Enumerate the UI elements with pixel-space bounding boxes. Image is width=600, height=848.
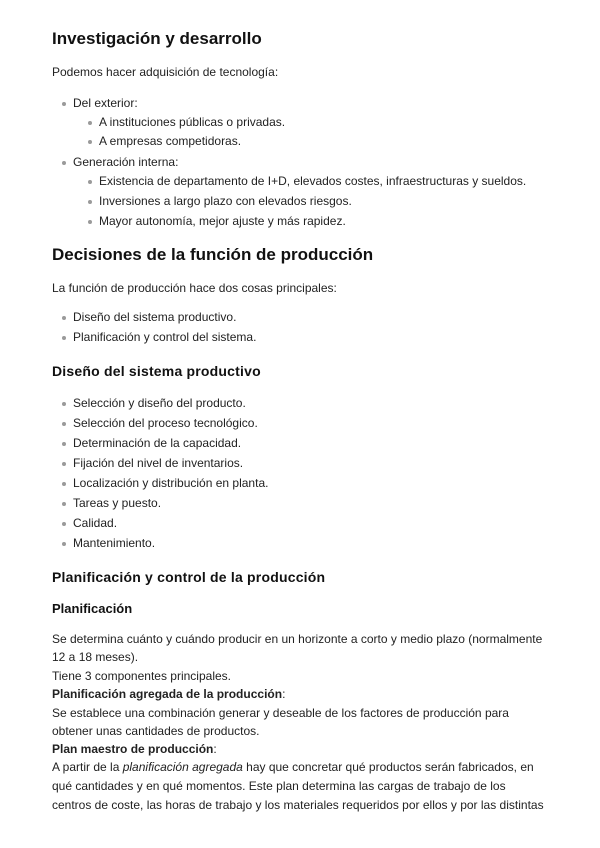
list-item-label: Existencia de departamento de I+D, elevados costes, infraestructuras y sueldos.: [99, 174, 527, 188]
bullet-icon: [88, 121, 92, 125]
list-item: [73, 330, 256, 345]
list-item-label: Mayor autonomía, mejor ajuste y más rapidez.: [99, 214, 346, 228]
paragraph-line: centros de coste, las horas de trabajo y los materiales requeridos por ellos y por las distintas: [52, 798, 544, 812]
list-item: [99, 194, 352, 209]
list-item-label: A empresas competidoras.: [99, 134, 242, 148]
heading-planificacion: Planificación: [52, 601, 133, 616]
list-item: [73, 396, 246, 411]
list-item-label: Diseño del sistema productivo.: [73, 310, 237, 324]
text-fragment: hay que concretar qué productos serán fabricados, en: [242, 760, 534, 774]
term-label: Planificación agregada de la producción: [52, 687, 283, 701]
bullet-icon: [62, 442, 66, 446]
paragraph-line: Tiene 3 componentes principales.: [52, 669, 231, 683]
list-item: [73, 96, 138, 111]
term-colon: :: [282, 687, 286, 701]
list-item: [73, 310, 236, 325]
term-colon: :: [213, 742, 217, 756]
list-item: [99, 174, 526, 189]
bullet-icon: [62, 542, 66, 546]
list-item: [73, 516, 117, 531]
list-item: [73, 496, 161, 511]
list-item-label: Determinación de la capacidad.: [73, 436, 242, 450]
list-item-label: Generación interna:: [73, 155, 179, 169]
paragraph-line: qué cantidades y en qué momentos. Este plan determina las cargas de trabajo de los: [52, 779, 506, 793]
bullet-icon: [62, 336, 66, 340]
emphasis-text: planificación agregada: [122, 760, 243, 774]
list-item-label: Planificación y control del sistema.: [73, 330, 257, 344]
paragraph-intro-decisiones: La función de producción hace dos cosas principales:: [52, 281, 337, 295]
list-item-label: Selección del proceso tecnológico.: [73, 416, 258, 430]
paragraph-line: 12 a 18 meses).: [52, 650, 139, 664]
bullet-icon: [62, 316, 66, 320]
bullet-icon: [62, 102, 66, 106]
list-item-label: Calidad.: [73, 516, 118, 530]
paragraph-line: obtener unas cantidades de productos.: [52, 724, 260, 738]
list-item: [73, 476, 268, 491]
list-item-label: Selección y diseño del producto.: [73, 396, 246, 410]
bullet-icon: [88, 180, 92, 184]
bullet-icon: [62, 402, 66, 406]
bullet-icon: [62, 462, 66, 466]
bullet-icon: [88, 220, 92, 224]
bullet-icon: [88, 140, 92, 144]
list-item: [73, 416, 258, 431]
bullet-icon: [62, 522, 66, 526]
list-item: [73, 536, 155, 551]
list-item: [99, 214, 346, 229]
heading-planificacion-control: Planificación y control de la producción: [52, 569, 326, 585]
term-plan-maestro: [52, 742, 217, 757]
paragraph-intro-investigacion: Podemos hacer adquisición de tecnología:: [52, 65, 279, 79]
list-item: [73, 456, 243, 471]
list-item-label: Mantenimiento.: [73, 536, 156, 550]
term-label: Plan maestro de producción: [52, 742, 214, 756]
bullet-icon: [62, 161, 66, 165]
list-item-label: Fijación del nivel de inventarios.: [73, 456, 244, 470]
bullet-icon: [62, 422, 66, 426]
paragraph-line: [52, 760, 534, 775]
text-fragment: A partir de la: [52, 760, 123, 774]
list-item: [99, 134, 241, 149]
bullet-icon: [62, 502, 66, 506]
heading-decisiones: Decisiones de la función de producción: [52, 245, 374, 264]
bullet-icon: [88, 200, 92, 204]
list-item-label: Inversiones a largo plazo con elevados riesgos.: [99, 194, 352, 208]
paragraph-line: Se establece una combinación generar y deseable de los factores de producción para: [52, 706, 509, 720]
bullet-icon: [62, 482, 66, 486]
heading-investigacion: Investigación y desarrollo: [52, 29, 262, 48]
paragraph-line: Se determina cuánto y cuándo producir en un horizonte a corto y medio plazo (normalmente: [52, 632, 543, 646]
list-item: [99, 115, 285, 130]
list-item-label: Localización y distribución en planta.: [73, 476, 269, 490]
heading-diseno: Diseño del sistema productivo: [52, 363, 261, 379]
list-item: [73, 155, 178, 170]
list-item-label: Del exterior:: [73, 96, 138, 110]
list-item-label: Tareas y puesto.: [73, 496, 162, 510]
list-item-label: A instituciones públicas o privadas.: [99, 115, 286, 129]
list-item: [73, 436, 241, 451]
term-planificacion-agregada: [52, 687, 285, 702]
